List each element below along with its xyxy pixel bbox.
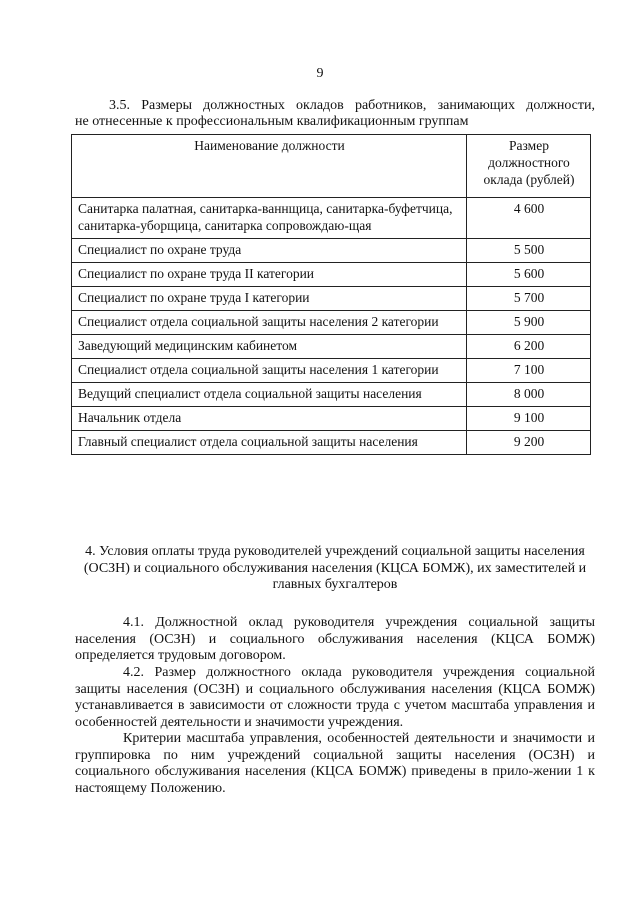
table-row [72, 311, 591, 335]
section-3-5-title-line1: 3.5. Размеры должностных окладов работников, занимающих должности, [109, 98, 595, 113]
position-cell: Специалист по охране труда I категории [72, 287, 467, 311]
position-cell: Специалист по охране труда [72, 239, 467, 263]
salary-cell: 5 600 [467, 263, 591, 287]
table-row [72, 407, 591, 431]
position-cell: Заведующий медицинским кабинетом [72, 335, 467, 359]
salary-cell: 5 900 [467, 311, 591, 335]
salary-cell: 9 200 [467, 431, 591, 455]
position-cell: Санитарка палатная, санитарка-ваннщица, санитарка-буфетчица, санитарка-уборщица, санитарка сопровождаю-щая [72, 198, 467, 239]
salary-cell: 8 000 [467, 383, 591, 407]
header-salary: Размер должностного оклада (рублей) [467, 135, 591, 198]
section-4-heading: 4. Условия оплаты труда руководителей учреждений социальной защиты населения (ОСЗН) и социального обслуживания населения (КЦСА БОМЖ), их заместителей и главных бухгалтеров [83, 544, 587, 592]
table-row [72, 335, 591, 359]
position-cell: Главный специалист отдела социальной защиты населения [72, 431, 467, 455]
table-row [72, 287, 591, 311]
section-3-5-title [75, 98, 595, 130]
salary-cell: 9 100 [467, 407, 591, 431]
salary-cell: 5 500 [467, 239, 591, 263]
position-cell: Специалист отдела социальной защиты населения 2 категории [72, 311, 467, 335]
table-header-row [72, 135, 591, 198]
salary-cell: 6 200 [467, 335, 591, 359]
salary-table [71, 134, 591, 455]
position-cell: Специалист по охране труда II категории [72, 263, 467, 287]
salary-cell: 4 600 [467, 198, 591, 239]
salary-cell: 7 100 [467, 359, 591, 383]
position-cell: Специалист отдела социальной защиты населения 1 категории [72, 359, 467, 383]
salary-table-body [72, 198, 591, 455]
position-cell: Начальник отдела [72, 407, 467, 431]
paragraph-4-2: 4.2. Размер должностного оклада руководителя учреждения социальной защиты населения (ОСЗН) и социального обслуживания населения (КЦСА БОМЖ) устанавливается в зависимости от сложности труда с учетом масштаба управления и особенностей деятельности и значимости учреждения. [75, 665, 595, 730]
table-row [72, 431, 591, 455]
table-row [72, 383, 591, 407]
salary-cell: 5 700 [467, 287, 591, 311]
table-row [72, 239, 591, 263]
header-position: Наименование должности [72, 135, 467, 198]
paragraph-4-1: 4.1. Должностной оклад руководителя учреждения социальной защиты населения (ОСЗН) и социального обслуживания населения (КЦСА БОМЖ) определяется трудовым договором. [75, 615, 595, 663]
page-number: 9 [316, 66, 324, 81]
section-3-5-title-line2: не отнесенные к профессиональным квалификационным группам [75, 114, 469, 129]
paragraph-criteria: Критерии масштаба управления, особенностей деятельности и значимости и группировка по ним учреждений социальной защиты населения (ОСЗН) и социального обслуживания населения (КЦСА БОМЖ) приведены в прило-жении 1 к настоящему Положению. [75, 731, 595, 796]
table-row [72, 359, 591, 383]
table-row [72, 263, 591, 287]
table-row [72, 198, 591, 239]
position-cell: Ведущий специалист отдела социальной защиты населения [72, 383, 467, 407]
